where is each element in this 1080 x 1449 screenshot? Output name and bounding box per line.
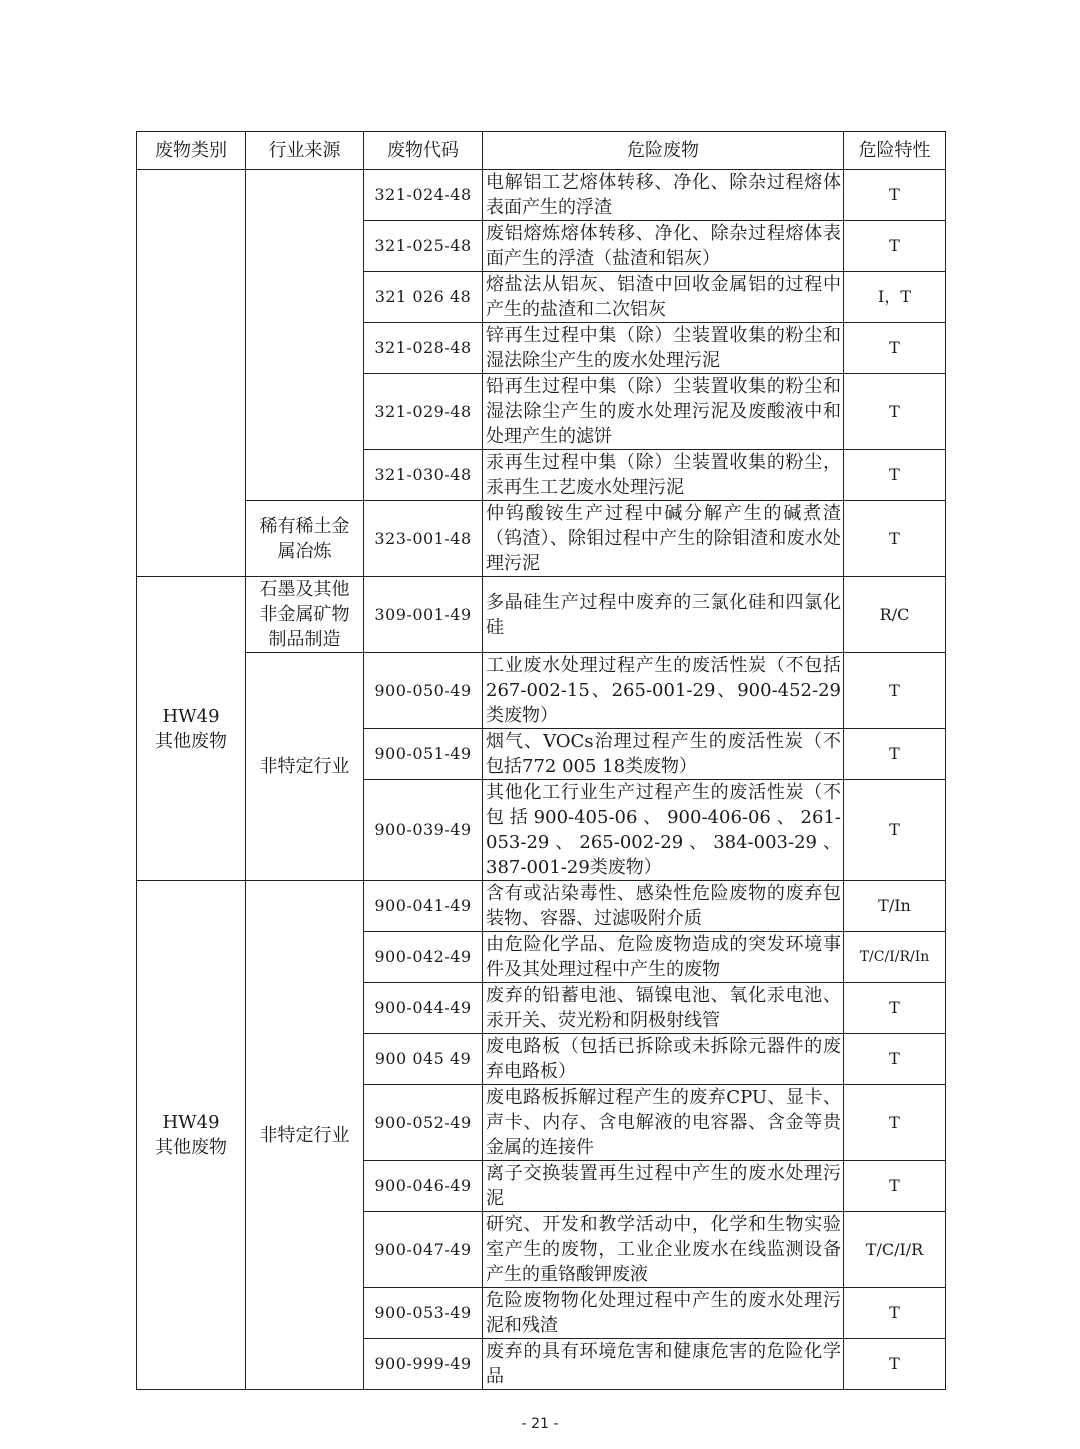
waste-code: 900-047-49 [364, 1212, 483, 1288]
hazard-characteristic: T [844, 1288, 946, 1339]
hazardous-waste-table [136, 131, 946, 1390]
category-cell [137, 170, 246, 577]
table-row [137, 653, 946, 729]
header-industry: 行业来源 [246, 132, 364, 170]
waste-code: 900-041-49 [364, 881, 483, 932]
header-row [137, 132, 946, 170]
waste-description: 废弃的具有环境危害和健康危害的危险化学品 [483, 1339, 844, 1390]
hazard-characteristic: T/C/I/R [844, 1212, 946, 1288]
waste-description: 废电路板拆解过程产生的废弃CPU、显卡、声卡、内存、含电解液的电容器、含金等贵金属的连接件 [483, 1085, 844, 1161]
waste-code: 900-046-49 [364, 1161, 483, 1212]
waste-description: 铅再生过程中集（除）尘装置收集的粉尘和湿法除尘产生的废水处理污泥及废酸液中和处理产生的滤饼 [483, 374, 844, 450]
hazard-characteristic: T [844, 323, 946, 374]
category-cell: HW49 其他废物 [137, 881, 246, 1390]
hazard-characteristic: T [844, 1339, 946, 1390]
waste-description: 废电路板（包括已拆除或未拆除元器件的废弃电路板） [483, 1034, 844, 1085]
waste-description: 废弃的铅蓄电池、镉镍电池、氧化汞电池、汞开关、荧光粉和阴极射线管 [483, 983, 844, 1034]
waste-code: 321-024-48 [364, 170, 483, 221]
hazard-characteristic: T [844, 170, 946, 221]
industry-cell: 非特定行业 [246, 881, 364, 1390]
waste-code: 900-052-49 [364, 1085, 483, 1161]
waste-code: 323-001-48 [364, 501, 483, 577]
table-row [137, 170, 946, 221]
waste-description: 仲钨酸铵生产过程中碱分解产生的碱煮渣（钨渣）、除钼过程中产生的除钼渣和废水处理污泥 [483, 501, 844, 577]
table-row [137, 881, 946, 932]
header-category: 废物类别 [137, 132, 246, 170]
waste-code: 900-999-49 [364, 1339, 483, 1390]
waste-code: 900-044-49 [364, 983, 483, 1034]
hazard-characteristic: T [844, 729, 946, 780]
industry-cell [246, 170, 364, 501]
waste-description: 含有或沾染毒性、感染性危险废物的废弃包装物、容器、过滤吸附介质 [483, 881, 844, 932]
table-row [137, 577, 946, 653]
waste-description: 由危险化学品、危险废物造成的突发环境事件及其处理过程中产生的废物 [483, 932, 844, 983]
hazard-characteristic: T [844, 1034, 946, 1085]
waste-code: 900-039-49 [364, 780, 483, 881]
category-cell: HW49 其他废物 [137, 577, 246, 881]
waste-description: 危险废物物化处理过程中产生的废水处理污泥和残渣 [483, 1288, 844, 1339]
page-number: - 21 - [521, 1416, 559, 1432]
waste-description: 烟气、VOCs治理过程产生的废活性炭（不包括772 005 18类废物） [483, 729, 844, 780]
hazard-characteristic: T [844, 374, 946, 450]
waste-code: 900-053-49 [364, 1288, 483, 1339]
header-waste: 危险废物 [483, 132, 844, 170]
hazard-characteristic: T [844, 780, 946, 881]
hazard-characteristic: T [844, 983, 946, 1034]
waste-description: 离子交换装置再生过程中产生的废水处理污泥 [483, 1161, 844, 1212]
hazard-characteristic: T [844, 653, 946, 729]
hazard-characteristic: T [844, 450, 946, 501]
waste-description: 研究、开发和教学活动中，化学和生物实验室产生的废物，工业企业废水在线监测设备产生的重铬酸钾废液 [483, 1212, 844, 1288]
waste-code: 900 045 49 [364, 1034, 483, 1085]
hazard-characteristic: T/In [844, 881, 946, 932]
hazard-characteristic: I，T [844, 272, 946, 323]
waste-description: 废铝熔炼熔体转移、净化、除杂过程熔体表面产生的浮渣（盐渣和铝灰） [483, 221, 844, 272]
header-code: 废物代码 [364, 132, 483, 170]
waste-description: 工业废水处理过程产生的废活性炭（不包括267-002-15、265-001-29、900-452-29类废物） [483, 653, 844, 729]
waste-code: 900-051-49 [364, 729, 483, 780]
waste-description: 熔盐法从铝灰、铝渣中回收金属铝的过程中产生的盐渣和二次铝灰 [483, 272, 844, 323]
hazard-characteristic: T [844, 501, 946, 577]
hazard-characteristic: T [844, 1085, 946, 1161]
waste-description: 汞再生过程中集（除）尘装置收集的粉尘，汞再生工艺废水处理污泥 [483, 450, 844, 501]
industry-cell: 石墨及其他非金属矿物制品制造 [246, 577, 364, 653]
industry-cell: 稀有稀土金属冶炼 [246, 501, 364, 577]
hazard-characteristic: T/C/I/R/In [844, 932, 946, 983]
waste-description: 多晶硅生产过程中废弃的三氯化硅和四氯化硅 [483, 577, 844, 653]
hazard-characteristic: R/C [844, 577, 946, 653]
waste-code: 309-001-49 [364, 577, 483, 653]
waste-code: 321-028-48 [364, 323, 483, 374]
waste-code: 900-050-49 [364, 653, 483, 729]
header-characteristic: 危险特性 [844, 132, 946, 170]
waste-description: 锌再生过程中集（除）尘装置收集的粉尘和湿法除尘产生的废水处理污泥 [483, 323, 844, 374]
waste-code: 321-025-48 [364, 221, 483, 272]
waste-description: 其他化工行业生产过程产生的废活性炭（不包括900-405-06、900-406-06、261-053-29、265-002-29、384-003-29、387-001-29类废物） [483, 780, 844, 881]
hazard-characteristic: T [844, 221, 946, 272]
waste-code: 321-030-48 [364, 450, 483, 501]
waste-code: 321-029-48 [364, 374, 483, 450]
waste-code: 900-042-49 [364, 932, 483, 983]
waste-code: 321 026 48 [364, 272, 483, 323]
table-row [137, 501, 946, 577]
hazard-characteristic: T [844, 1161, 946, 1212]
industry-cell: 非特定行业 [246, 653, 364, 881]
waste-description: 电解铝工艺熔体转移、净化、除杂过程熔体表面产生的浮渣 [483, 170, 844, 221]
